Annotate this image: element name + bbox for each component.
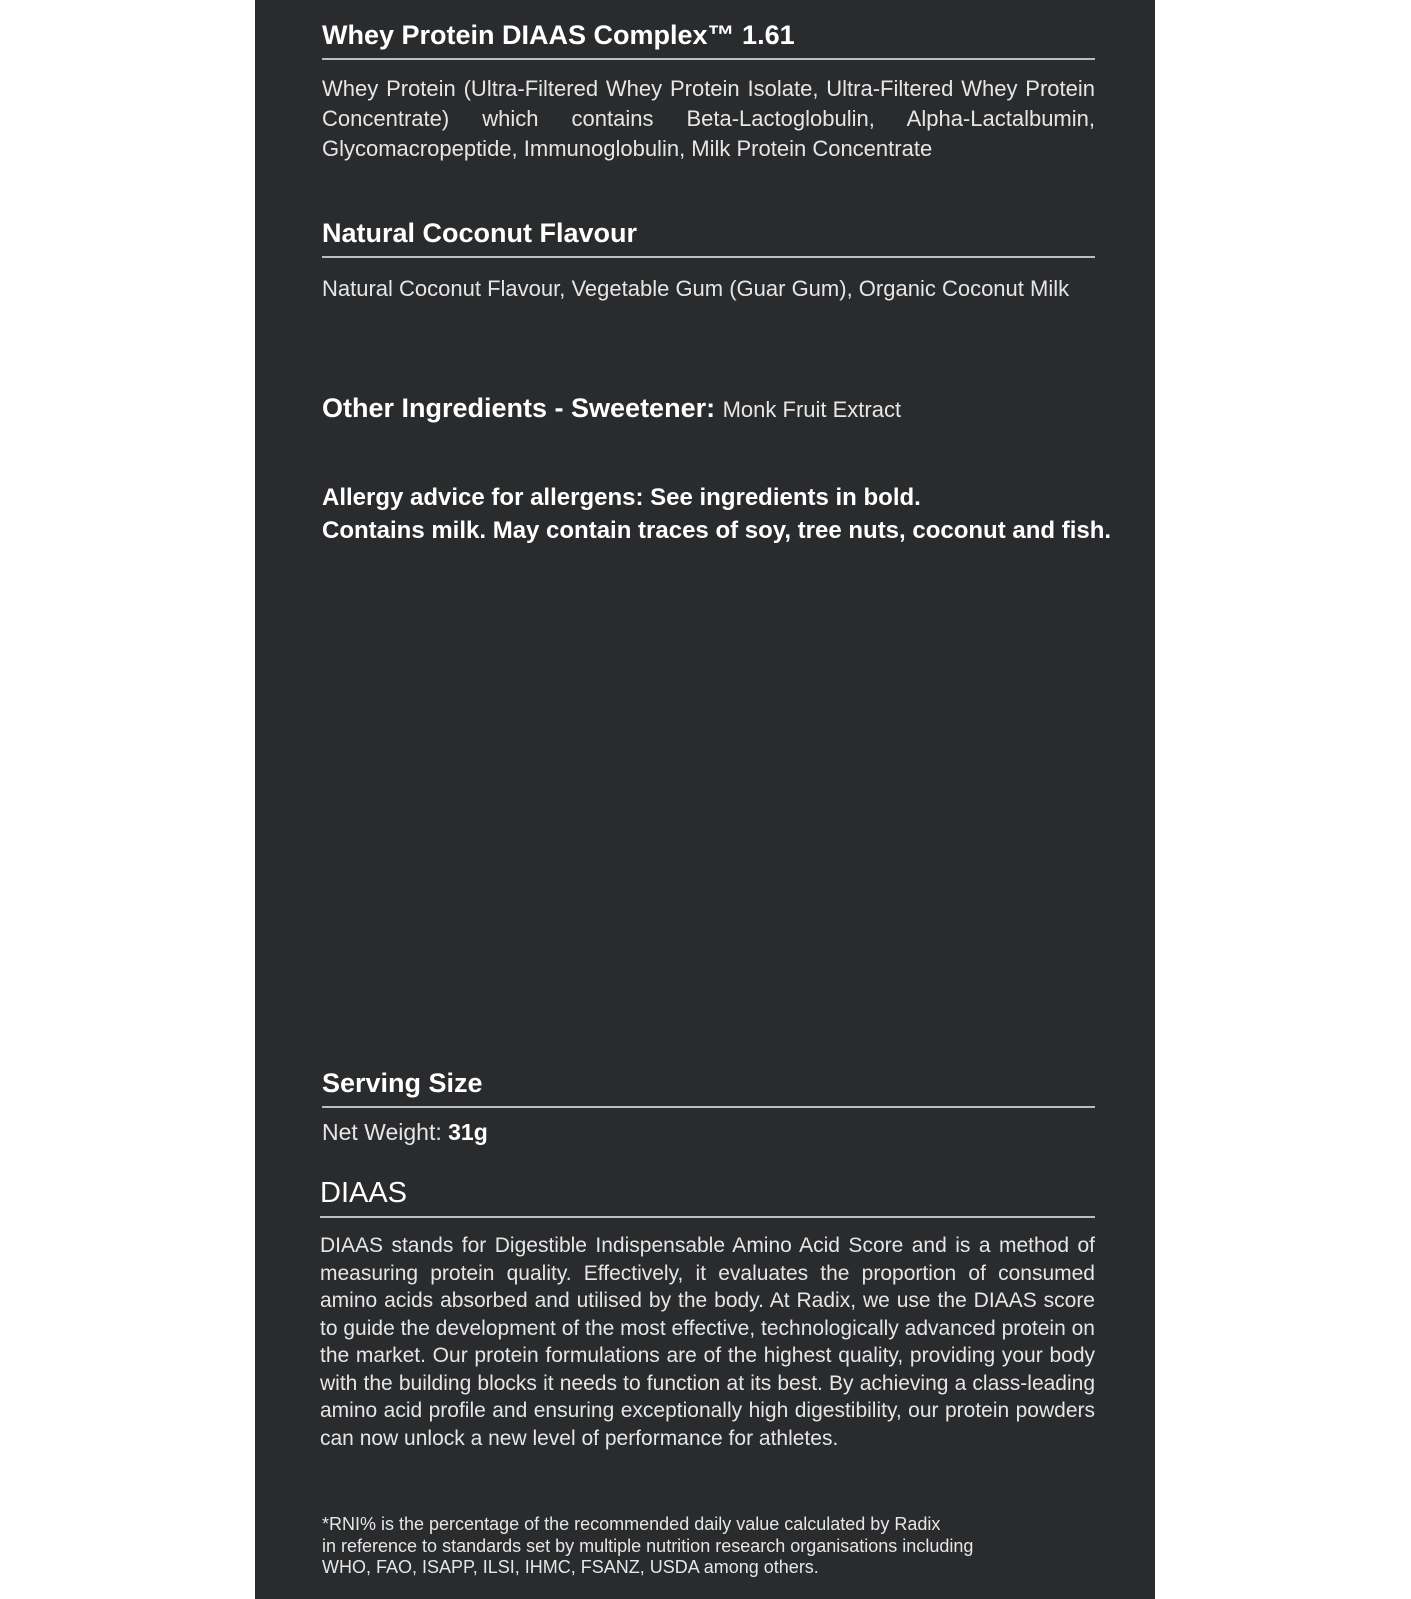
serving-size-section	[322, 1066, 1095, 1147]
other-ingredients-label: Other Ingredients - Sweetener:	[322, 393, 716, 423]
rni-footnote	[322, 1514, 1122, 1579]
net-weight-row	[322, 1117, 1095, 1147]
ingredients-panel	[255, 0, 1155, 1599]
net-weight-label: Net Weight:	[322, 1119, 442, 1145]
flavour-ingredients: Natural Coconut Flavour, Vegetable Gum (Guar Gum), Organic Coconut Milk	[322, 276, 1070, 301]
flavour-heading: Natural Coconut Flavour	[322, 216, 1095, 258]
serving-size-heading: Serving Size	[322, 1066, 1095, 1108]
other-ingredients-row	[322, 391, 1095, 427]
diaas-heading: DIAAS	[320, 1176, 1095, 1218]
rni-footnote-text: *RNI% is the percentage of the recommended daily value calculated by Radix in reference to standards set by multiple nutrition research organisations including WHO, FAO, ISAPP, ILSI, IHMC, FSANZ, USDA among others.	[322, 1514, 974, 1577]
sweetener-value: Monk Fruit Extract	[722, 397, 902, 422]
diaas-section	[320, 1176, 1095, 1452]
diaas-description: DIAAS stands for Digestible Indispensable Amino Acid Score and is a method of measuring protein quality. Effectively, it evaluates the proportion of consumed amino acids absorbed and utilised by the body. At Radix, we use the DIAAS score to guide the development of the most effective, technologically advanced protein on the market. Our protein formulations are of the highest quality, providing your body with the building blocks it needs to function at its best. By achieving a class-leading amino acid profile and ensuring exceptionally high digestibility, our protein powders can now unlock a new level of performance for athletes.	[320, 1234, 1095, 1450]
allergy-contains-line: Contains milk. May contain traces of soy, tree nuts, coconut and fish.	[322, 517, 1112, 544]
whey-protein-heading: Whey Protein DIAAS Complex™ 1.61	[322, 18, 1095, 60]
whey-protein-section	[322, 18, 1095, 164]
allergy-advice-line: Allergy advice for allergens: See ingredients in bold.	[322, 484, 921, 511]
flavour-section	[322, 216, 1095, 304]
allergy-advice	[322, 481, 1112, 547]
net-weight-value: 31g	[448, 1119, 488, 1145]
whey-protein-ingredients: Whey Protein (Ultra-Filtered Whey Protein Isolate, Ultra-Filtered Whey Protein Concentrate) which contains Beta-Lactoglobulin, Alpha-Lactalbumin, Glycomacropeptide, Immunoglobulin, Milk Protein Concentrate	[322, 76, 1095, 161]
